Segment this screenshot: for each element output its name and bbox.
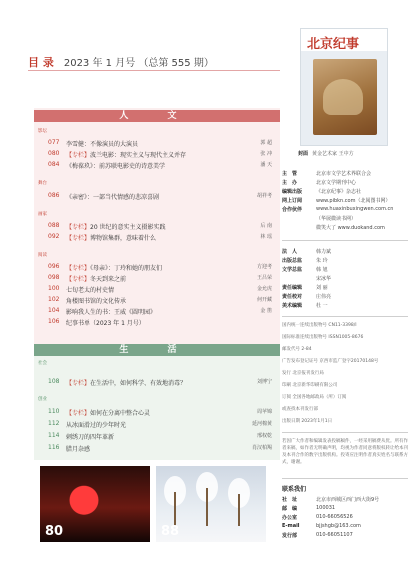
- staff-row: 法 人 韩力斌: [282, 249, 332, 255]
- contact-row: 发行部 010-66051107: [282, 532, 353, 539]
- entry-title: 纪事书单（2023 年 1 月号）: [66, 320, 145, 327]
- cover-masthead: 北京纪事: [307, 37, 360, 52]
- info-row: （华展微读书网）: [316, 216, 357, 222]
- entry-title: 角楼图书馆的文化传承: [66, 298, 127, 305]
- toc-entry[interactable]: [48, 274, 272, 283]
- info-row: 主 管 北京市文学艺术界联合会: [282, 171, 372, 177]
- pub-line: 订阅 全国各地邮政局（所）订阅: [282, 395, 347, 400]
- group-label-stage: 舞台: [38, 181, 47, 186]
- page-number: 104: [48, 307, 60, 314]
- column-tag: 【专栏】: [66, 276, 91, 283]
- group-label-startup: 创业: [38, 397, 47, 402]
- pub-line: 出版日期 2023年1月1日: [282, 419, 333, 424]
- pub-line: 国内统一连续出版物号 CN11-3398/I: [282, 323, 357, 328]
- entry-title: 《亲密》：一部当代情感的悲凉喜剧: [66, 194, 160, 201]
- info-row: 网上订阅 www.pibkn.com（北阅图书网）: [282, 198, 391, 204]
- column-tag: 【专栏】: [66, 380, 91, 387]
- cover-caption: [298, 150, 354, 157]
- pub-line: 邮发代号 2-84: [282, 347, 312, 352]
- toc-entry[interactable]: [48, 192, 272, 201]
- staff-row: 文学总监 韩 旭: [282, 267, 328, 273]
- entry-title: 七旬老太的村史情: [66, 287, 115, 294]
- column-tag: 【专栏】: [66, 410, 91, 417]
- entry-title: 冬天到来之前: [90, 276, 127, 283]
- staff-row: 美术编辑 杜 一: [282, 303, 328, 309]
- entry-title: 刺绣刀的四年革新: [66, 434, 115, 441]
- photo-page-number: 88: [161, 524, 180, 539]
- pub-line: 国际标准连续出版物号 ISSN1005-8676: [282, 335, 364, 340]
- page-number: 102: [48, 296, 60, 303]
- page-number: 110: [48, 408, 60, 415]
- toc-entry[interactable]: [48, 285, 272, 294]
- contact-row: 办公室 010-66056526: [282, 514, 353, 521]
- staff-row: 责任校对 庄伟亮: [282, 294, 332, 300]
- magazine-cover: [300, 28, 388, 146]
- photo-page-number: 80: [45, 524, 64, 539]
- toc-label: 目 录: [28, 56, 54, 69]
- toc-entry[interactable]: [48, 139, 272, 148]
- toc-entry[interactable]: [48, 378, 272, 387]
- contact-row: E-mail bjjshgb@163.com: [282, 523, 361, 529]
- cover-artwork-highlight: [323, 79, 363, 115]
- info-row: 主 办 北京文学期刊中心: [282, 180, 357, 186]
- entry-author: 郭 超: [260, 140, 272, 146]
- page-number: 112: [48, 420, 60, 427]
- cover-caption-label: 封面: [298, 151, 309, 157]
- cover-caption-text: 黄金艺术家 王中方: [312, 151, 354, 157]
- toc-entry[interactable]: [48, 420, 272, 429]
- page-number: 092: [48, 233, 60, 240]
- toc-entry[interactable]: [48, 444, 272, 453]
- toc-entry[interactable]: [48, 263, 272, 272]
- toc-entry[interactable]: [48, 296, 272, 305]
- entry-author: 金 笛: [260, 308, 272, 314]
- entry-author: 林 瑶: [260, 234, 272, 240]
- entry-title: 如何在分离中整合心灵: [90, 410, 151, 417]
- info-row: 编辑出版 《北京纪事》杂志社: [282, 189, 362, 195]
- info-divider: [282, 240, 408, 241]
- column-tag: 【专栏】: [66, 224, 91, 231]
- entry-title: 李雪健：不像演员的大演员: [66, 141, 139, 148]
- group-label-film: 影坛: [38, 129, 47, 134]
- entry-title: 影响我人生的书：王威《圆明园》: [66, 309, 157, 316]
- entry-title: 20 世纪的意实主义摄影实践: [90, 224, 166, 231]
- entry-author: 延河棉黄: [251, 421, 272, 427]
- pub-line: 发行 北京报刊发行局: [282, 371, 324, 376]
- entry-author: 金允虎: [256, 286, 272, 292]
- column-tag: 【专栏】: [66, 152, 91, 159]
- contact-row: 邮 编 100031: [282, 505, 336, 512]
- page-number: 106: [48, 318, 60, 325]
- page-number: 116: [48, 444, 60, 451]
- page-number: 108: [48, 378, 60, 385]
- group-label-society: 社会: [38, 361, 47, 366]
- entry-author: 何开藏: [256, 297, 272, 303]
- group-label-painter: 画家: [38, 212, 47, 217]
- contact-row: 社 址 北京市西城区西门西大街9号: [282, 497, 380, 503]
- page-number: 080: [48, 150, 60, 157]
- pub-divider: [282, 432, 408, 433]
- entry-author: 王吕荣: [256, 275, 272, 281]
- entry-title: 博物馆集群，意味着什么: [90, 235, 157, 242]
- toc-entry[interactable]: [48, 318, 272, 327]
- page-number: 114: [48, 432, 60, 439]
- toc-entry[interactable]: [48, 307, 272, 316]
- pub-line: 印刷 北京新华印刷有限公司: [282, 383, 338, 388]
- toc-entry[interactable]: [48, 150, 272, 159]
- photo-concert: [40, 466, 150, 542]
- page-number: 088: [48, 222, 60, 229]
- toc-entry[interactable]: [48, 408, 272, 417]
- toc-entry[interactable]: [48, 161, 272, 170]
- toc-header: [28, 54, 214, 70]
- submission-notice: 若因广大作者和编辑发表投稿稿件，一经采用稿费从优。所有作者来稿，如作者无明确声明，均视为作者同意将版权转让给本刊及本刊合作的数字出版机构。投寄应注明作者真实姓名与联系方式，谢谢。: [282, 439, 408, 465]
- staff-row: 出版总监 朱 玲: [282, 258, 328, 264]
- page-number: 086: [48, 192, 60, 199]
- page-number: 100: [48, 285, 60, 292]
- toc-entry[interactable]: [48, 432, 272, 441]
- entry-author: 刘博宁: [256, 379, 272, 385]
- entry-title: 波兰电影：现实主义与现代主义并存: [90, 152, 187, 159]
- entry-title: 从冰面滑过的少年时光: [66, 422, 127, 429]
- info-row: 微笑大了 www.duokand.com: [316, 225, 385, 231]
- issue-info: 2023 年 1 月号 （总第 555 期）: [63, 58, 214, 69]
- contact-title: 联系我们: [282, 486, 307, 493]
- staff-divider: [282, 316, 408, 317]
- tree-trunk: [174, 492, 176, 526]
- entry-author: 肖汉柏羯: [251, 445, 272, 451]
- entry-title: 《梅葆玖》：前苏联电影史的诗意美学: [66, 163, 166, 170]
- tree-trunk: [238, 494, 240, 526]
- section-bar-life: 生 活: [34, 344, 280, 356]
- staff-row: 宋冰华: [316, 276, 332, 282]
- group-label-reading: 阅读: [38, 253, 47, 258]
- pub-line: 广告发布登记证号 京西市监广登字20170148号: [282, 359, 379, 364]
- entry-author: 潘 天: [260, 162, 272, 168]
- info-row: 合作伙伴 www.huaxinbuxingwen.com.cn: [282, 206, 394, 213]
- entry-title: 《母亲》：丁玲和她的朋友们: [90, 265, 163, 272]
- contact-divider: [282, 478, 408, 479]
- page-number: 077: [48, 139, 60, 146]
- entry-title: 在生活中，如何科学、有效地消毒？: [90, 380, 187, 387]
- page-number: 098: [48, 274, 60, 281]
- entry-author: 方迎考: [256, 264, 272, 270]
- column-tag: 【专栏】: [66, 235, 91, 242]
- entry-author: [238, 318, 272, 327]
- section-bar-humanities: 人 文: [34, 110, 280, 122]
- entry-author: 后 南: [260, 223, 272, 229]
- entry-title: 腊月杂感: [66, 446, 91, 453]
- page-number: 096: [48, 263, 60, 270]
- header-divider: [28, 70, 280, 71]
- column-tag: 【专栏】: [66, 265, 91, 272]
- page-number: 084: [48, 161, 60, 168]
- tree-trunk: [206, 488, 208, 526]
- entry-author: 周苹锦: [256, 409, 272, 415]
- entry-author: 邢权乾: [256, 433, 272, 439]
- toc-entry[interactable]: [48, 233, 272, 242]
- entry-author: 胡祥考: [256, 193, 272, 199]
- staff-row: 责任编辑 刘 丽: [282, 285, 328, 291]
- photo-winter-forest: [156, 466, 266, 542]
- toc-entry[interactable]: [48, 222, 272, 231]
- entry-author: 张 冲: [260, 151, 272, 157]
- pub-line: 或查找本刊发行部: [282, 407, 318, 412]
